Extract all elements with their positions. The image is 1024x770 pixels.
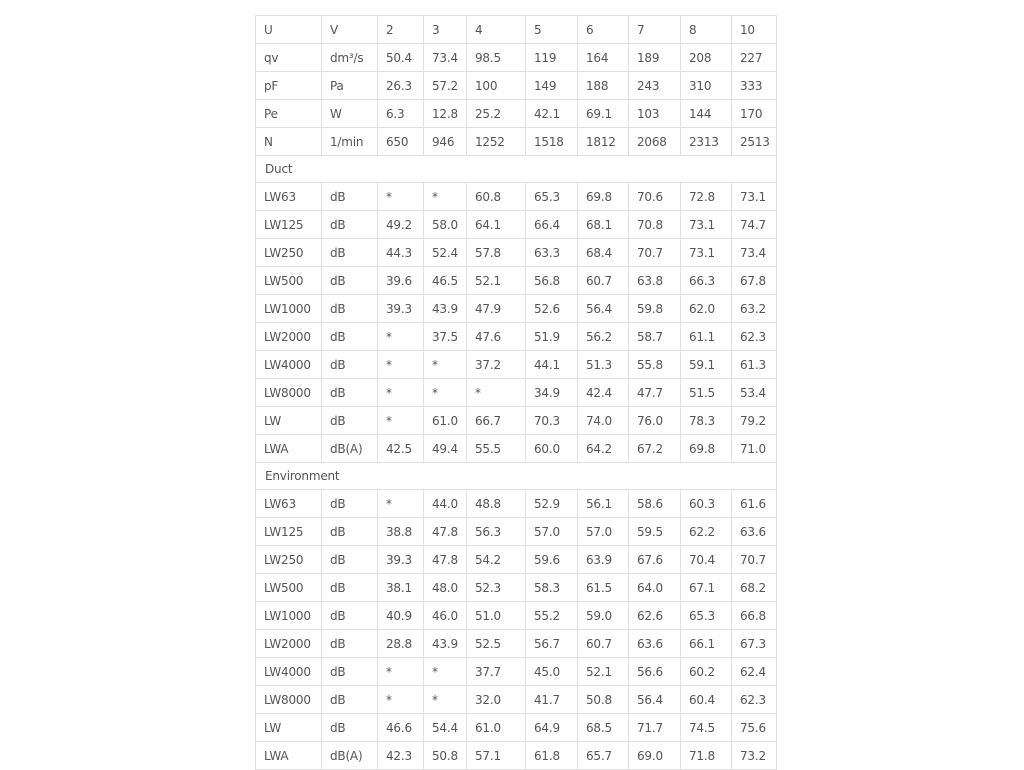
row-label: LW [256,714,322,742]
value-cell: 63.8 [629,267,681,295]
value-cell: 41.7 [526,686,578,714]
value-cell: 333 [732,72,777,100]
value-cell: 60.4 [681,686,732,714]
row-label: LW500 [256,574,322,602]
unit-cell: dB [322,686,378,714]
value-cell: 39.3 [378,295,424,323]
value-cell: 61.8 [526,742,578,770]
table-row [256,128,777,156]
value-cell: 42.1 [526,100,578,128]
value-cell: 40.9 [378,602,424,630]
value-cell: 32.0 [467,686,526,714]
section-row-duct [256,156,777,183]
value-cell: 44.3 [378,239,424,267]
table-row [256,72,777,100]
value-cell: 58.6 [629,490,681,518]
value-cell: 60.0 [526,435,578,463]
row-label: N [256,128,322,156]
value-cell: 49.4 [424,435,467,463]
value-cell: 70.7 [629,239,681,267]
row-label: pF [256,72,322,100]
value-cell: 74.7 [732,211,777,239]
value-cell: 26.3 [378,72,424,100]
value-cell: 2313 [681,128,732,156]
unit-cell: dB [322,602,378,630]
value-cell: 73.4 [732,239,777,267]
value-cell: * [378,658,424,686]
header-row [256,16,777,44]
table-row [256,239,777,267]
value-cell: 2068 [629,128,681,156]
unit-cell: dB [322,323,378,351]
table-row [256,379,777,407]
value-cell: 79.2 [732,407,777,435]
value-cell: 38.8 [378,518,424,546]
value-cell: 65.3 [526,183,578,211]
value-cell: 37.2 [467,351,526,379]
value-cell: 100 [467,72,526,100]
value-cell: 59.1 [681,351,732,379]
row-label: LW63 [256,183,322,211]
value-cell: 69.0 [629,742,681,770]
value-cell: 59.5 [629,518,681,546]
value-cell: 62.3 [732,323,777,351]
row-label: LW125 [256,518,322,546]
value-cell: 68.5 [578,714,629,742]
value-cell: 63.3 [526,239,578,267]
value-cell: 56.2 [578,323,629,351]
row-label: Pe [256,100,322,128]
row-label: LW [256,407,322,435]
value-cell: 63.6 [732,518,777,546]
value-cell: 64.1 [467,211,526,239]
unit-cell: dB(A) [322,435,378,463]
unit-cell: dB [322,630,378,658]
value-cell: 60.3 [681,490,732,518]
row-label: qv [256,44,322,72]
value-cell: 62.3 [732,686,777,714]
value-cell: 69.1 [578,100,629,128]
table-row [256,574,777,602]
value-cell: * [424,183,467,211]
value-cell: 6 [578,16,629,44]
value-cell: * [378,323,424,351]
unit-cell: dB [322,183,378,211]
value-cell: 47.6 [467,323,526,351]
value-cell: 68.4 [578,239,629,267]
value-cell: * [424,686,467,714]
row-label: LW250 [256,546,322,574]
value-cell: 52.5 [467,630,526,658]
value-cell: 39.3 [378,546,424,574]
value-cell: 55.2 [526,602,578,630]
value-cell: 56.8 [526,267,578,295]
value-cell: 53.4 [732,379,777,407]
value-cell: 170 [732,100,777,128]
table-row [256,435,777,463]
row-label: LW2000 [256,630,322,658]
unit-cell: dm³/s [322,44,378,72]
value-cell: 243 [629,72,681,100]
value-cell: * [424,379,467,407]
value-cell: * [378,686,424,714]
table-row [256,658,777,686]
value-cell: 188 [578,72,629,100]
row-label: LWA [256,742,322,770]
table-row [256,714,777,742]
value-cell: 68.2 [732,574,777,602]
unit-cell: dB [322,490,378,518]
value-cell: 55.8 [629,351,681,379]
table-row [256,323,777,351]
value-cell: 69.8 [578,183,629,211]
value-cell: 650 [378,128,424,156]
value-cell: 43.9 [424,295,467,323]
table-row [256,546,777,574]
value-cell: 56.4 [629,686,681,714]
value-cell: 5 [526,16,578,44]
value-cell: 66.8 [732,602,777,630]
value-cell: 42.4 [578,379,629,407]
value-cell: 73.4 [424,44,467,72]
value-cell: 71.7 [629,714,681,742]
value-cell: 64.0 [629,574,681,602]
value-cell: 71.0 [732,435,777,463]
value-cell: 946 [424,128,467,156]
value-cell: 56.6 [629,658,681,686]
value-cell: 103 [629,100,681,128]
value-cell: 72.8 [681,183,732,211]
unit-cell: dB [322,714,378,742]
value-cell: 67.2 [629,435,681,463]
value-cell: 4 [467,16,526,44]
table-row [256,183,777,211]
row-label: LW2000 [256,323,322,351]
row-label: LW4000 [256,351,322,379]
value-cell: 70.7 [732,546,777,574]
value-cell: 52.6 [526,295,578,323]
table-row [256,267,777,295]
value-cell: 12.8 [424,100,467,128]
table-row [256,518,777,546]
value-cell: 46.0 [424,602,467,630]
value-cell: 70.8 [629,211,681,239]
value-cell: 6.3 [378,100,424,128]
value-cell: * [378,490,424,518]
unit-cell: dB [322,518,378,546]
value-cell: 57.2 [424,72,467,100]
table-row [256,211,777,239]
value-cell: 73.2 [732,742,777,770]
value-cell: 1812 [578,128,629,156]
value-cell: 66.3 [681,267,732,295]
value-cell: 1252 [467,128,526,156]
value-cell: 57.0 [578,518,629,546]
value-cell: * [424,351,467,379]
value-cell: 8 [681,16,732,44]
value-cell: 98.5 [467,44,526,72]
value-cell: 51.3 [578,351,629,379]
value-cell: 64.2 [578,435,629,463]
value-cell: 54.4 [424,714,467,742]
value-cell: 74.0 [578,407,629,435]
unit-cell: dB [322,239,378,267]
value-cell: 58.0 [424,211,467,239]
row-label: LW8000 [256,379,322,407]
table-body [256,16,777,770]
unit-cell: dB(A) [322,742,378,770]
value-cell: * [378,183,424,211]
value-cell: 52.9 [526,490,578,518]
value-cell: 119 [526,44,578,72]
value-cell: 74.5 [681,714,732,742]
value-cell: 37.5 [424,323,467,351]
value-cell: 62.0 [681,295,732,323]
table-row [256,742,777,770]
value-cell: 76.0 [629,407,681,435]
unit-cell: dB [322,267,378,295]
row-label: LW125 [256,211,322,239]
row-label: U [256,16,322,44]
table-row [256,407,777,435]
value-cell: 59.0 [578,602,629,630]
table-row [256,100,777,128]
value-cell: 62.4 [732,658,777,686]
value-cell: 44.0 [424,490,467,518]
value-cell: 227 [732,44,777,72]
value-cell: 39.6 [378,267,424,295]
value-cell: 58.3 [526,574,578,602]
value-cell: 46.5 [424,267,467,295]
value-cell: 73.1 [732,183,777,211]
value-cell: * [378,407,424,435]
value-cell: * [424,658,467,686]
value-cell: 37.7 [467,658,526,686]
row-label: LW1000 [256,295,322,323]
value-cell: 66.4 [526,211,578,239]
table-row [256,490,777,518]
value-cell: 47.7 [629,379,681,407]
value-cell: 61.0 [467,714,526,742]
value-cell: 47.8 [424,518,467,546]
value-cell: 42.5 [378,435,424,463]
section-title: Environment [256,463,777,490]
value-cell: 60.8 [467,183,526,211]
value-cell: 61.3 [732,351,777,379]
value-cell: 1518 [526,128,578,156]
unit-cell: dB [322,546,378,574]
row-label: LW63 [256,490,322,518]
table-row [256,602,777,630]
value-cell: 2513 [732,128,777,156]
value-cell: 48.8 [467,490,526,518]
value-cell: 54.2 [467,546,526,574]
value-cell: 52.4 [424,239,467,267]
value-cell: 70.3 [526,407,578,435]
row-label: LW1000 [256,602,322,630]
row-label: LW4000 [256,658,322,686]
unit-cell: Pa [322,72,378,100]
value-cell: 56.1 [578,490,629,518]
value-cell: 25.2 [467,100,526,128]
value-cell: 57.0 [526,518,578,546]
value-cell: 59.6 [526,546,578,574]
row-label: LW250 [256,239,322,267]
value-cell: 10 [732,16,777,44]
value-cell: 52.1 [467,267,526,295]
value-cell: 67.3 [732,630,777,658]
value-cell: 65.3 [681,602,732,630]
value-cell: 57.8 [467,239,526,267]
value-cell: 189 [629,44,681,72]
value-cell: 56.7 [526,630,578,658]
table-row [256,295,777,323]
value-cell: 50.4 [378,44,424,72]
table-row [256,44,777,72]
value-cell: 44.1 [526,351,578,379]
unit-cell: W [322,100,378,128]
row-label: LW8000 [256,686,322,714]
value-cell: 55.5 [467,435,526,463]
unit-cell: dB [322,351,378,379]
value-cell: 3 [424,16,467,44]
value-cell: 164 [578,44,629,72]
performance-table [255,15,777,770]
value-cell: 70.4 [681,546,732,574]
value-cell: 67.8 [732,267,777,295]
value-cell: 60.7 [578,630,629,658]
value-cell: 51.9 [526,323,578,351]
value-cell: 144 [681,100,732,128]
unit-cell: dB [322,574,378,602]
unit-cell: 1/min [322,128,378,156]
row-label: LW500 [256,267,322,295]
value-cell: 61.0 [424,407,467,435]
value-cell: 50.8 [424,742,467,770]
value-cell: 52.3 [467,574,526,602]
value-cell: 66.7 [467,407,526,435]
unit-cell: dB [322,407,378,435]
value-cell: 62.6 [629,602,681,630]
value-cell: 38.1 [378,574,424,602]
unit-cell: dB [322,658,378,686]
table-row [256,686,777,714]
value-cell: 49.2 [378,211,424,239]
value-cell: 67.6 [629,546,681,574]
row-label: LWA [256,435,322,463]
value-cell: 28.8 [378,630,424,658]
value-cell: 51.5 [681,379,732,407]
value-cell: 65.7 [578,742,629,770]
value-cell: 69.8 [681,435,732,463]
value-cell: 60.2 [681,658,732,686]
unit-cell: dB [322,379,378,407]
value-cell: 61.6 [732,490,777,518]
value-cell: 56.3 [467,518,526,546]
table-row [256,351,777,379]
value-cell: 70.6 [629,183,681,211]
value-cell: 42.3 [378,742,424,770]
unit-cell: dB [322,295,378,323]
value-cell: 61.5 [578,574,629,602]
value-cell: 208 [681,44,732,72]
value-cell: 51.0 [467,602,526,630]
value-cell: 48.0 [424,574,467,602]
value-cell: 34.9 [526,379,578,407]
value-cell: 75.6 [732,714,777,742]
value-cell: 43.9 [424,630,467,658]
section-title: Duct [256,156,777,183]
value-cell: 47.8 [424,546,467,574]
value-cell: 73.1 [681,239,732,267]
value-cell: * [378,351,424,379]
value-cell: 56.4 [578,295,629,323]
value-cell: 57.1 [467,742,526,770]
value-cell: 2 [378,16,424,44]
value-cell: 63.2 [732,295,777,323]
value-cell: 149 [526,72,578,100]
value-cell: 52.1 [578,658,629,686]
value-cell: 45.0 [526,658,578,686]
section-row-environment [256,463,777,490]
value-cell: 63.6 [629,630,681,658]
value-cell: 47.9 [467,295,526,323]
value-cell: 66.1 [681,630,732,658]
unit-cell: V [322,16,378,44]
value-cell: 71.8 [681,742,732,770]
value-cell: 60.7 [578,267,629,295]
value-cell: 63.9 [578,546,629,574]
value-cell: * [467,379,526,407]
value-cell: 61.1 [681,323,732,351]
value-cell: * [378,379,424,407]
value-cell: 78.3 [681,407,732,435]
value-cell: 310 [681,72,732,100]
value-cell: 7 [629,16,681,44]
value-cell: 68.1 [578,211,629,239]
value-cell: 62.2 [681,518,732,546]
value-cell: 67.1 [681,574,732,602]
unit-cell: dB [322,211,378,239]
value-cell: 46.6 [378,714,424,742]
value-cell: 73.1 [681,211,732,239]
value-cell: 64.9 [526,714,578,742]
value-cell: 58.7 [629,323,681,351]
table-row [256,630,777,658]
value-cell: 50.8 [578,686,629,714]
value-cell: 59.8 [629,295,681,323]
